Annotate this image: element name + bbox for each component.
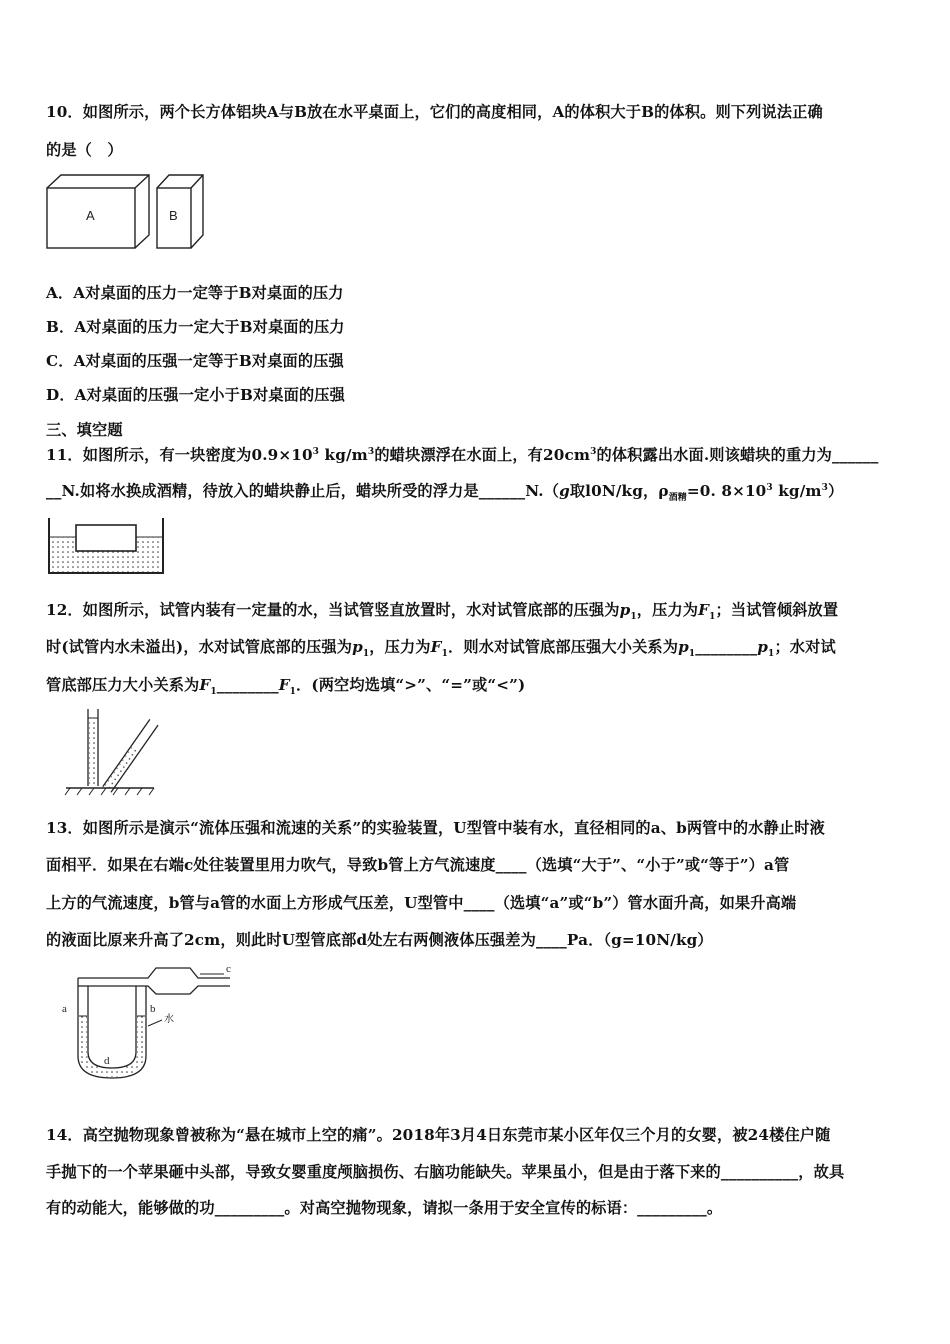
- q10-option-d: D．A对桌面的压强一定小于B对桌面的压强: [46, 386, 345, 404]
- q10-label-b: B: [169, 208, 178, 223]
- q13-label-d: d: [104, 1055, 110, 1067]
- q12-line3: 管底部压力大小关系为$F_1\_\_\_\_\_\_\_\_F_1$．(两空均选填“>”、“=”或“<”): [46, 676, 526, 698]
- q13-label-c: c: [226, 963, 231, 975]
- section-title: 三、填空题: [46, 421, 123, 439]
- q12-test-tube-figure: [62, 706, 162, 798]
- q11-line2: __N.如将水换成酒精，待放入的蜡块静止后，蜡块所受的浮力是______N.（g取l0N/kg，$\rho_{酒精}=0$. $8\times 10^3$ $kg/m^3$）: [46, 482, 844, 504]
- q11-beaker-figure: [46, 515, 168, 577]
- q10-line1: 10．如图所示，两个长方体铝块A与B放在水平桌面上，它们的高度相同，A的体积大于B的体积。则下列说法正确: [46, 103, 823, 121]
- q10-option-b: B．A对桌面的压力一定大于B对桌面的压力: [46, 318, 345, 336]
- q14-line2: 手抛下的一个苹果砸中头部，导致女婴重度颅脑损伤、右脑功能缺失。苹果虽小，但是由于落下来的__________，故具: [46, 1163, 845, 1181]
- q10-line2: 的是（ ）: [46, 141, 123, 159]
- q10-blocks-figure: [44, 172, 209, 254]
- q13-line3: 上方的气流速度，b管与a管的水面上方形成气压差，U型管中____（选填“a”或“b”）管水面升高，如果升高端: [46, 894, 797, 912]
- q14-line3: 有的动能大，能够做的功_________。对高空抛物现象，请拟一条用于安全宣传的标语：_________。: [46, 1199, 723, 1217]
- q13-label-b: b: [150, 1003, 156, 1015]
- q13-line4: 的液面比原来升高了2cm，则此时U型管底部d处左右两侧液体压强差为____Pa．（g=10N/kg）: [46, 931, 713, 949]
- q10-label-a: A: [86, 208, 95, 223]
- q13-u-tube-figure: [40, 960, 250, 1085]
- q12-line1: 12．如图所示，试管内装有一定量的水，当试管竖直放置时，水对试管底部的压强为$p_1$，压力为$F_1$；当试管倾斜放置: [46, 601, 839, 623]
- q11-line1: 11．如图所示，有一块密度为$0.9\times 10^3$ $kg/m^3$的蜡块漂浮在水面上，有$20cm^3$的体积露出水面.则该蜡块的重力为______: [46, 446, 879, 464]
- q13-label-water: 水: [164, 1014, 174, 1025]
- q12-line2: 时(试管内水未溢出)，水对试管底部的压强为$p_1$，压力为$F_1$．则水对试管底部压强大小关系为$p_1\_\_\_\_\_\_\_\_p_1$；水对试: [46, 638, 836, 660]
- q13-line1: 13．如图所示是演示“流体压强和流速的关系”的实验装置，U型管中装有水，直径相同的a、b两管中的水静止时液: [46, 819, 825, 837]
- q13-line2: 面相平．如果在右端c处往装置里用力吹气，导致b管上方气流速度____（选填“大于”、“小于”或“等于”）a管: [46, 856, 790, 874]
- q10-option-c: C．A对桌面的压强一定等于B对桌面的压强: [46, 352, 344, 370]
- q13-label-a: a: [62, 1003, 67, 1015]
- q14-line1: 14．高空抛物现象曾被称为“悬在城市上空的痛”。2018年3月4日东莞市某小区年仅三个月的女婴，被24楼住户随: [46, 1126, 831, 1144]
- q10-option-a: A．A对桌面的压力一定等于B对桌面的压力: [46, 284, 344, 302]
